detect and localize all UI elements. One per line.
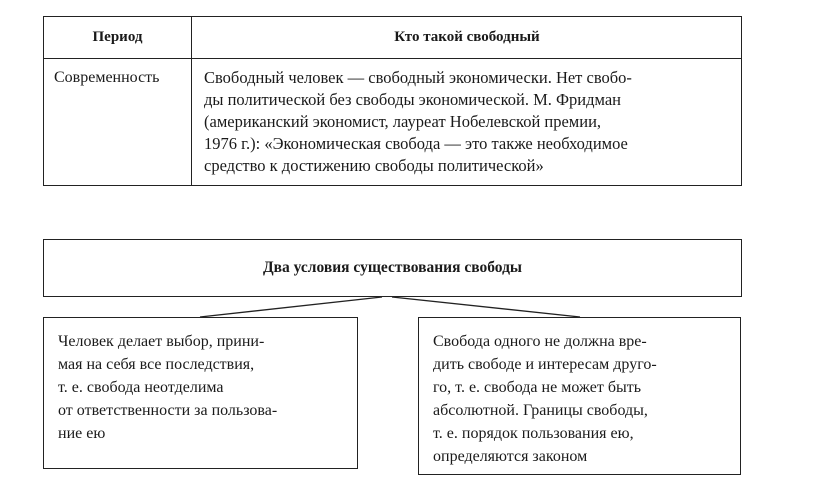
text-line: го, т. е. свобода не может быть — [433, 379, 642, 396]
text-line: т. е. порядок пользования ею, — [433, 425, 634, 442]
text-line: Свободный человек — свободный экономически. Нет свобо- — [204, 68, 632, 87]
text-line: ние ею — [58, 425, 106, 442]
text-line: 1976 г.): «Экономическая свобода — это также необходимое — [204, 134, 628, 153]
header-period: Период — [92, 28, 143, 45]
cell-period-modernity: Современность — [54, 69, 160, 86]
connector-right — [392, 297, 580, 317]
condition-left-text — [58, 330, 277, 445]
text-line: Свобода одного не должна вре- — [433, 333, 647, 350]
text-line: абсолютной. Границы свободы, — [433, 402, 648, 419]
text-line: от ответственности за пользова- — [58, 402, 278, 419]
text-line: мая на себя все последствия, — [58, 356, 255, 373]
text-line: определяются законом — [433, 448, 588, 465]
condition-right-text — [433, 330, 657, 468]
condition-box-left — [43, 317, 358, 469]
condition-box-right — [418, 317, 741, 475]
text-line: Человек делает выбор, прини- — [58, 333, 265, 350]
text-line: ды политической без свободы экономической. М. Фридман — [204, 90, 622, 109]
diagram-title-box: Два условия существования свободы — [43, 239, 742, 297]
connector-left — [200, 297, 382, 317]
text-line: (американский экономист, лауреат Нобелевской премии, — [204, 112, 602, 131]
text-line: средство к достижению свободы политической» — [204, 156, 544, 175]
text-line: т. е. свобода неотделима — [58, 379, 224, 396]
header-who-is-free: Кто такой свободный — [394, 28, 540, 45]
text-line: дить свободе и интересам друго- — [433, 356, 657, 373]
